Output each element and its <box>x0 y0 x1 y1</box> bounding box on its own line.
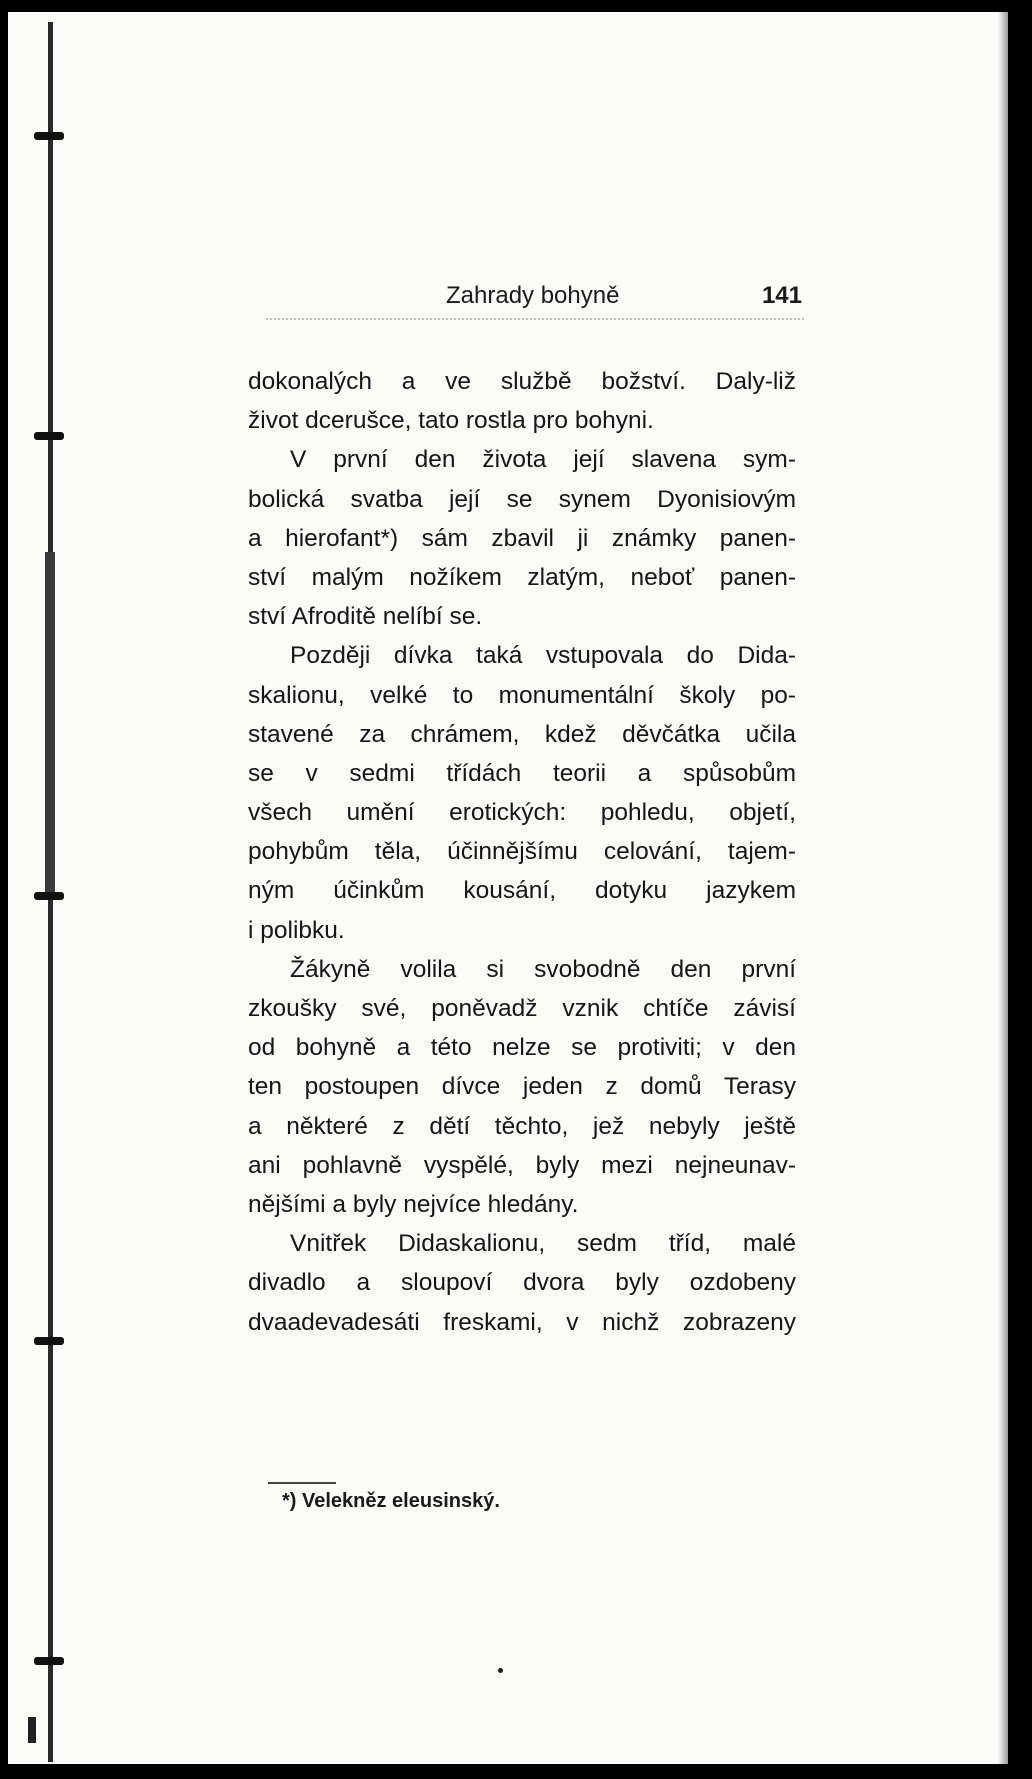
text-line: zkoušky své, poněvadž vznik chtíče závisí <box>248 995 796 1022</box>
text-line: život dcerušce, tato rostla pro bohyni. <box>248 407 654 435</box>
binding-thread-end <box>28 1717 36 1743</box>
text-line: ství malým nožíkem zlatým, neboť panen- <box>248 563 796 591</box>
binding-spine-shadow <box>45 552 55 892</box>
binding-thread-mark <box>34 1657 64 1665</box>
text-line: stavené za chrámem, kdež děvčátka učila <box>248 720 796 748</box>
text-line: Později dívka taká vstupovala do Dida- <box>290 642 796 670</box>
footnote: *) Velekněz eleusinský. <box>282 1490 500 1512</box>
binding-thread-mark <box>34 432 64 440</box>
binding-thread-mark <box>34 1337 64 1345</box>
running-head-rule <box>266 318 804 320</box>
text-line: skalionu, velké to monumentální školy po- <box>248 681 796 709</box>
binding-thread-mark <box>34 892 64 900</box>
text-line: od bohyně a této nelze se protiviti; v den <box>248 1034 796 1062</box>
binding-thread-mark <box>34 132 64 140</box>
text-line: i polibku. <box>248 916 345 944</box>
text-line: se v sedmi třídách teorii a spůsobům <box>248 759 796 787</box>
page-binding <box>8 12 66 1764</box>
footnote-rule <box>268 1482 336 1484</box>
running-head <box>266 282 804 322</box>
text-line: dvaadevadesáti freskami, v nichž zobrazeny <box>248 1308 796 1336</box>
text-line: ným účinkům kousání, dotyku jazykem <box>248 877 796 905</box>
text-line: V první den života její slavena sym- <box>290 446 796 474</box>
text-line: Vnitřek Didaskalionu, sedm tříd, malé <box>290 1230 796 1258</box>
page-edge-shadow <box>998 12 1008 1764</box>
book-page <box>8 12 1008 1764</box>
text-line: Žákyně volila si svobodně den první <box>290 955 796 983</box>
text-line: a hierofant*) sám zbavil ji známky panen- <box>248 524 796 552</box>
text-line: divadlo a sloupoví dvora byly ozdobeny <box>248 1269 796 1297</box>
text-line: pohybům těla, účinnějšímu celování, tajem- <box>248 838 796 866</box>
text-line: ani pohlavně vyspělé, byly mezi nejneunav- <box>248 1151 796 1179</box>
page-number: 141 <box>761 282 802 309</box>
text-line: a některé z dětí těchto, jež nebyly ještě <box>248 1112 796 1140</box>
text-line: nějšími a byly nejvíce hledány. <box>248 1190 579 1218</box>
text-line: ství Afroditě nelíbí se. <box>248 603 483 631</box>
text-line: ten postoupen dívce jeden z domů Terasy <box>248 1073 796 1101</box>
text-line: dokonalých a ve službě božství. Daly-liž <box>248 368 796 395</box>
ink-speck <box>498 1668 503 1673</box>
body-text <box>248 362 796 1342</box>
text-line: všech umění erotických: pohledu, objetí, <box>248 799 796 827</box>
running-head-title: Zahrady bohyně <box>446 282 620 309</box>
text-line: bolická svatba její se synem Dyonisiovým <box>248 485 796 513</box>
